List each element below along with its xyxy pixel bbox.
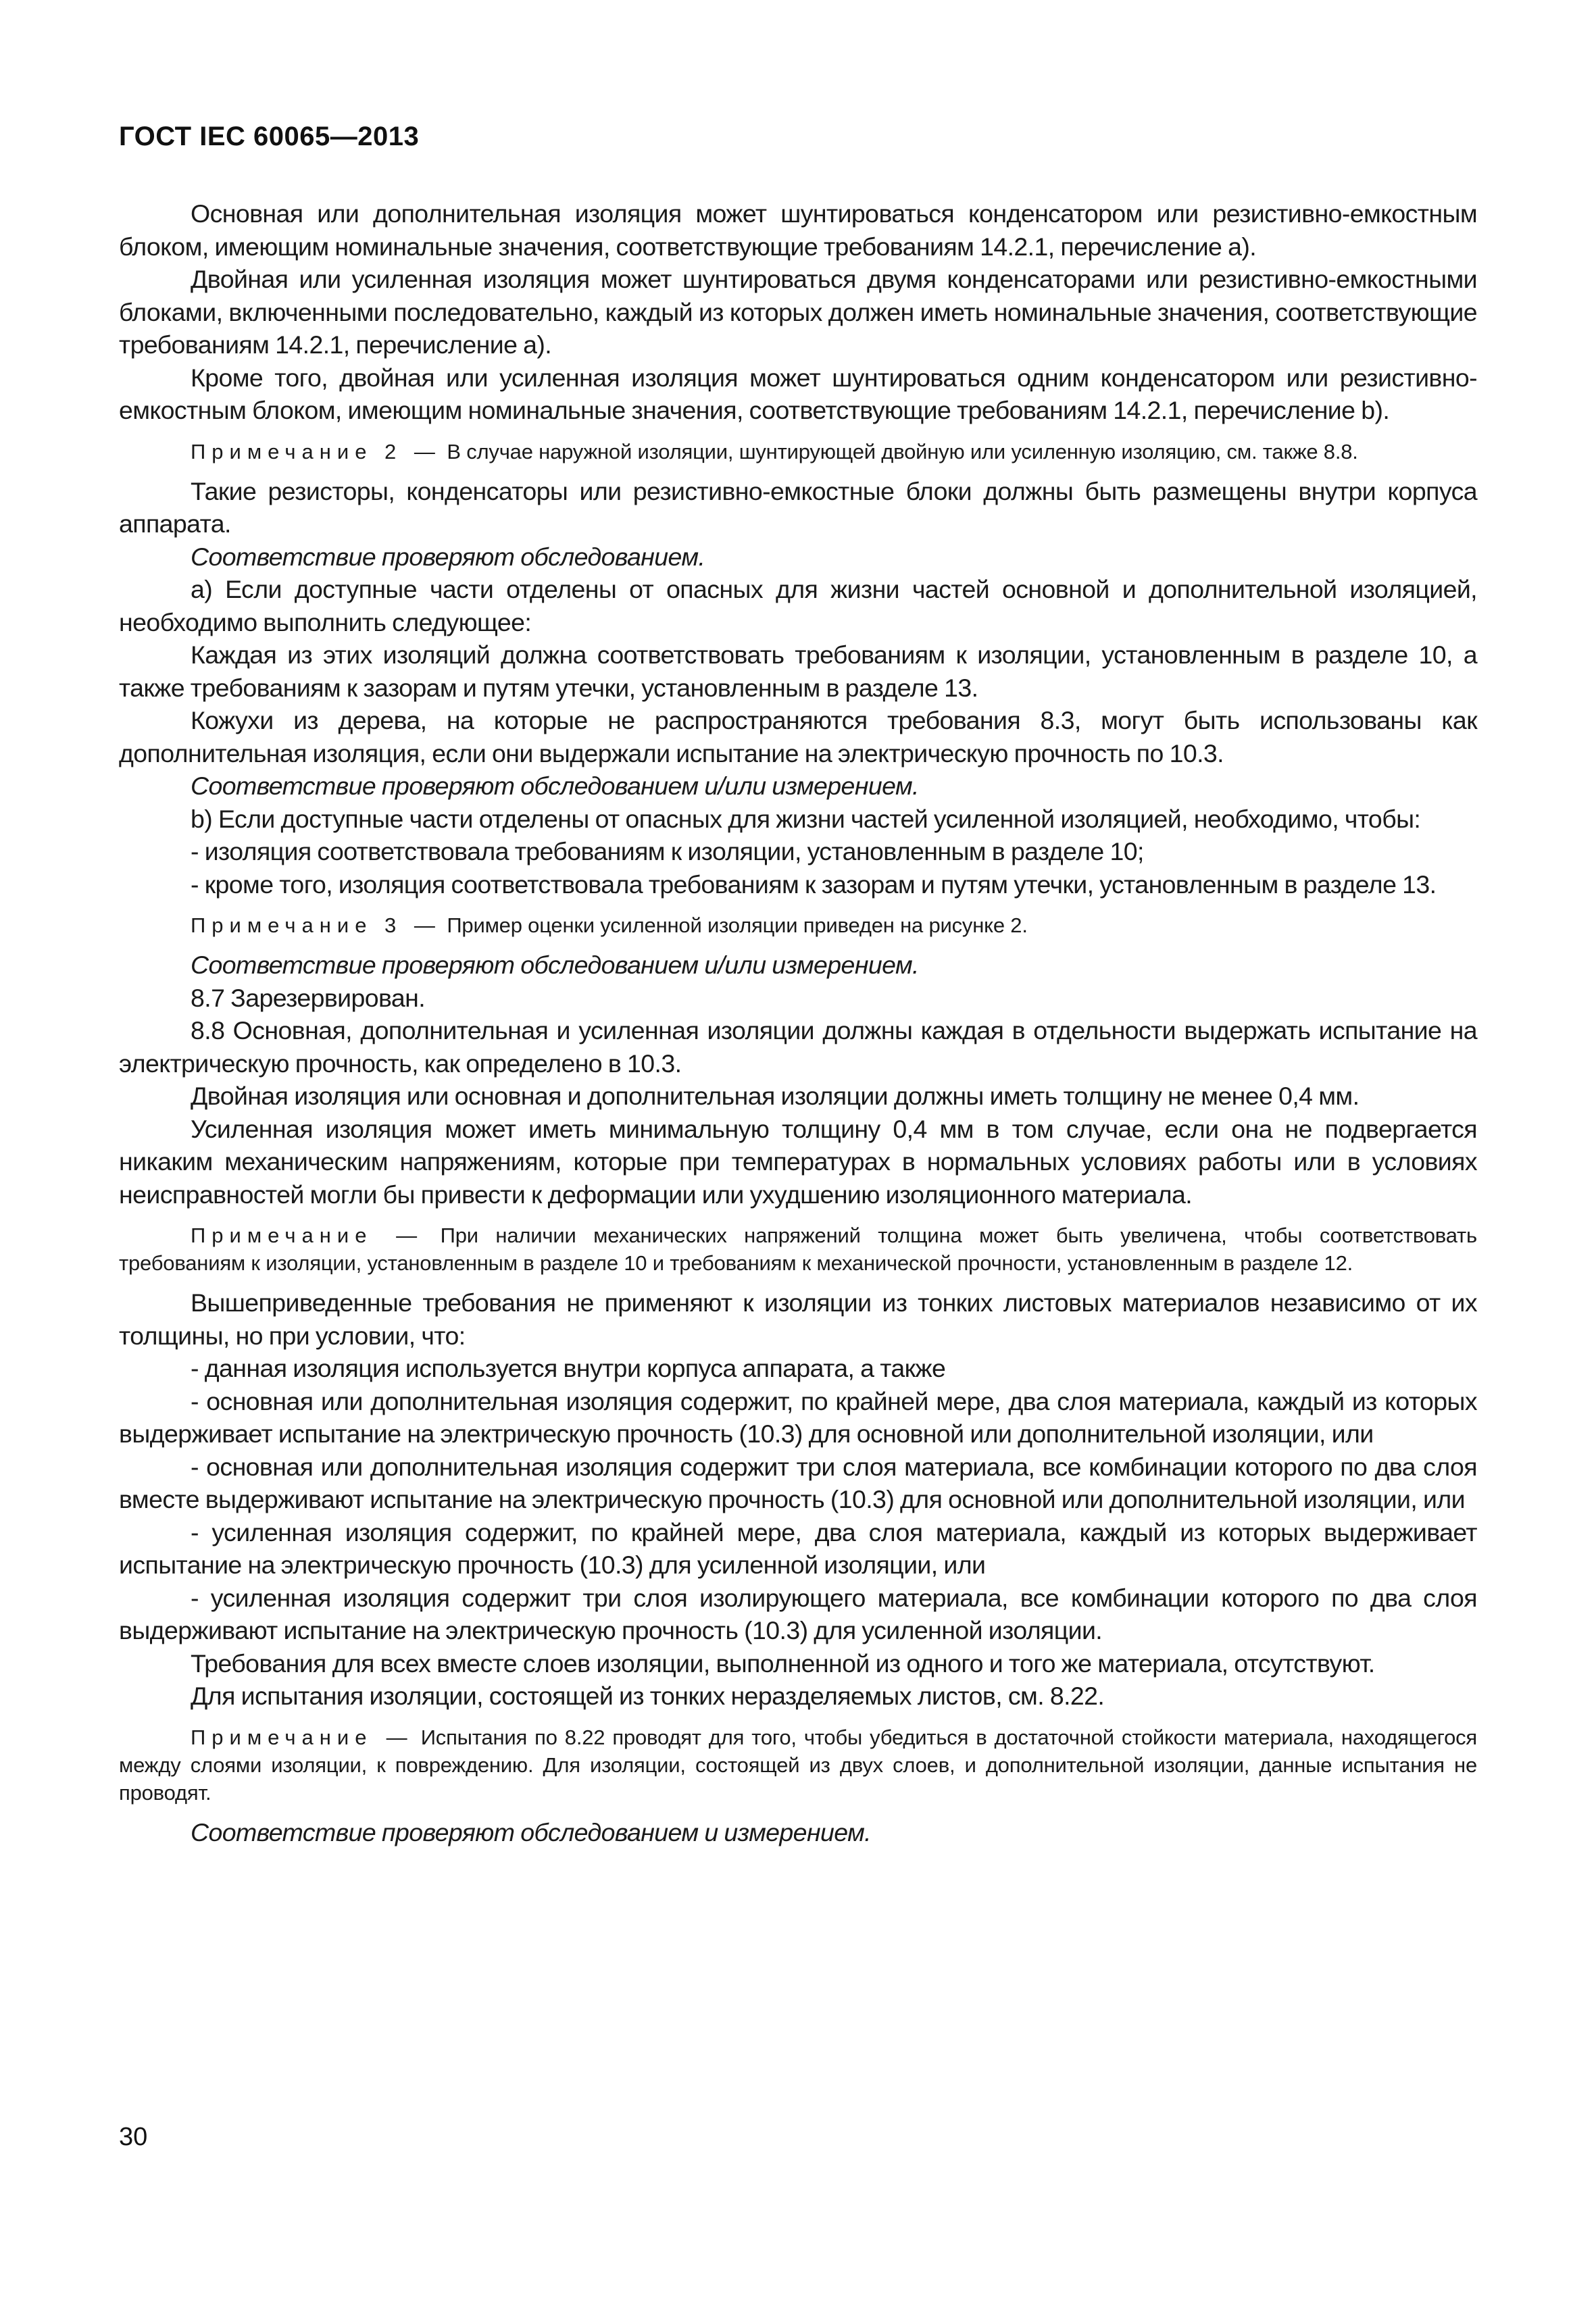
compliance-paragraph: Соответствие проверяют обследованием. — [191, 542, 705, 571]
paragraph: Двойная изоляция или основная и дополнительная изоляции должны иметь толщину не менее 0,4 мм. — [191, 1082, 1360, 1110]
note-label: Примечание 3 — — [191, 913, 441, 937]
paragraph: Каждая из этих изоляций должна соответствовать требованиям к изоляции, установленным в разделе 10, а также требованиям к зазорам и путям утечки, установленным в разделе 13. — [119, 640, 1477, 702]
list-item: - основная или дополнительная изоляция содержит три слоя материала, все комбинации которого по два слоя вместе выдерживают испытание на электрическую прочность (10.3) для основной или дополнительной изоляции, или — [119, 1452, 1477, 1513]
paragraph: 8.8 Основная, дополнительная и усиленная изоляции должны каждая в отдельности выдержать испытание на электрическую прочность, как определено в 10.3. — [119, 1016, 1477, 1078]
paragraph: Кожухи из дерева, на которые не распространяются требования 8.3, могут быть использованы как дополнительная изоляция, если они выдержали испытание на электрическую прочность по 10.3. — [119, 706, 1477, 768]
list-item: - основная или дополнительная изоляция содержит, по крайней мере, два слоя материала, каждый из которых выдерживает испытание на электрическую прочность (10.3) для основной или дополнительной изоляции, или — [119, 1386, 1477, 1448]
note — [119, 1724, 1477, 1807]
list-item: - данная изоляция используется внутри корпуса аппарата, а также — [191, 1354, 946, 1382]
paragraph: Основная или дополнительная изоляция может шунтироваться конденсатором или резистивно-емкостным блоком, имеющим номинальные значения, соответствующие требованиям 14.2.1, перечисление а). — [119, 199, 1477, 261]
compliance-paragraph: Соответствие проверяют обследованием и/или измерением. — [191, 772, 919, 800]
section-heading: 8.7 Зарезервирован. — [191, 983, 426, 1012]
note-label: Примечание 2 — — [191, 439, 441, 463]
list-item: - изоляция соответствовала требованиям к изоляции, установленным в разделе 10; — [191, 837, 1144, 865]
note-text: При наличии механических напряжений толщина может быть увеличена, чтобы соответствовать требованиям к изоляции, установленным в разделе 10 и требованиям к механической прочности, установленным в разделе 12. — [119, 1224, 1477, 1275]
compliance-paragraph: Соответствие проверяют обследованием и измерением. — [191, 1817, 871, 1846]
paragraph: а) Если доступные части отделены от опасных для жизни частей основной и дополнительной изоляцией, необходимо выполнить следующее: — [119, 575, 1477, 636]
paragraph: Усиленная изоляция может иметь минимальную толщину 0,4 мм в том случае, если она не подвергается никаким механическим напряжениям, которые при температурах в нормальных условиях работы или в условиях неисправностей могли бы привести к деформации или ухудшению изоляционного материала. — [119, 1114, 1477, 1209]
paragraph: Вышеприведенные требования не применяют к изоляции из тонких листовых материалов независимо от их толщины, но при условии, что: — [119, 1288, 1477, 1350]
compliance-paragraph: Соответствие проверяют обследованием и/или измерением. — [191, 951, 919, 979]
paragraph: Двойная или усиленная изоляция может шунтироваться двумя конденсаторами или резистивно-емкостными блоками, включенными последовательно, каждый из которых должен иметь номинальные значения, соответствующие требованиям 14.2.1, перечисление а). — [119, 265, 1477, 359]
paragraph: Кроме того, двойная или усиленная изоляция может шунтироваться одним конденсатором или резистивно-емкостным блоком, имеющим номинальные значения, соответствующие требованиям 14.2.1, перечисление b). — [119, 363, 1477, 424]
note-text: В случае наружной изоляции, шунтирующей двойную или усиленную изоляцию, см. также 8.8. — [447, 439, 1358, 463]
document-body — [119, 197, 1477, 1848]
list-item: - усиленная изоляция содержит три слоя изолирующего материала, все комбинации которого по два слоя выдерживают испытание на электрическую прочность (10.3) для усиленной изоляции. — [119, 1583, 1477, 1644]
paragraph: Для испытания изоляции, состоящей из тонких неразделяемых листов, см. 8.22. — [191, 1682, 1105, 1710]
list-item: - усиленная изоляция содержит, по крайней мере, два слоя материала, каждый из которых выдерживает испытание на электрическую прочность (10.3) для усиленной изоляции, или — [119, 1517, 1477, 1579]
note-text: Пример оценки усиленной изоляции приведен на рисунке 2. — [447, 913, 1028, 937]
note-label: Примечание — — [191, 1224, 424, 1247]
list-item: - кроме того, изоляция соответствовала требованиям к зазорам и путям утечки, установленным в разделе 13. — [191, 870, 1437, 899]
note-2 — [119, 438, 1477, 466]
paragraph: Такие резисторы, конденсаторы или резистивно-емкостные блоки должны быть размещены внутри корпуса аппарата. — [119, 476, 1477, 538]
page-number: 30 — [119, 2123, 148, 2151]
note-3 — [119, 911, 1477, 939]
note-text: Испытания по 8.22 проводят для того, чтобы убедиться в достаточной стойкости материала, находящегося между слоями изоляции, к повреждению. Для изоляции, состоящей из двух слоев, и дополнительной изоляции, данные испытания не проводят. — [119, 1725, 1477, 1805]
note — [119, 1222, 1477, 1277]
paragraph: Требования для всех вместе слоев изоляции, выполненной из одного и того же материала, отсутствуют. — [191, 1649, 1375, 1678]
note-label: Примечание — — [191, 1725, 414, 1749]
document-header: ГОСТ IEC 60065—2013 — [119, 122, 420, 151]
paragraph: b) Если доступные части отделены от опасных для жизни частей усиленной изоляцией, необходимо, чтобы: — [191, 804, 1421, 833]
